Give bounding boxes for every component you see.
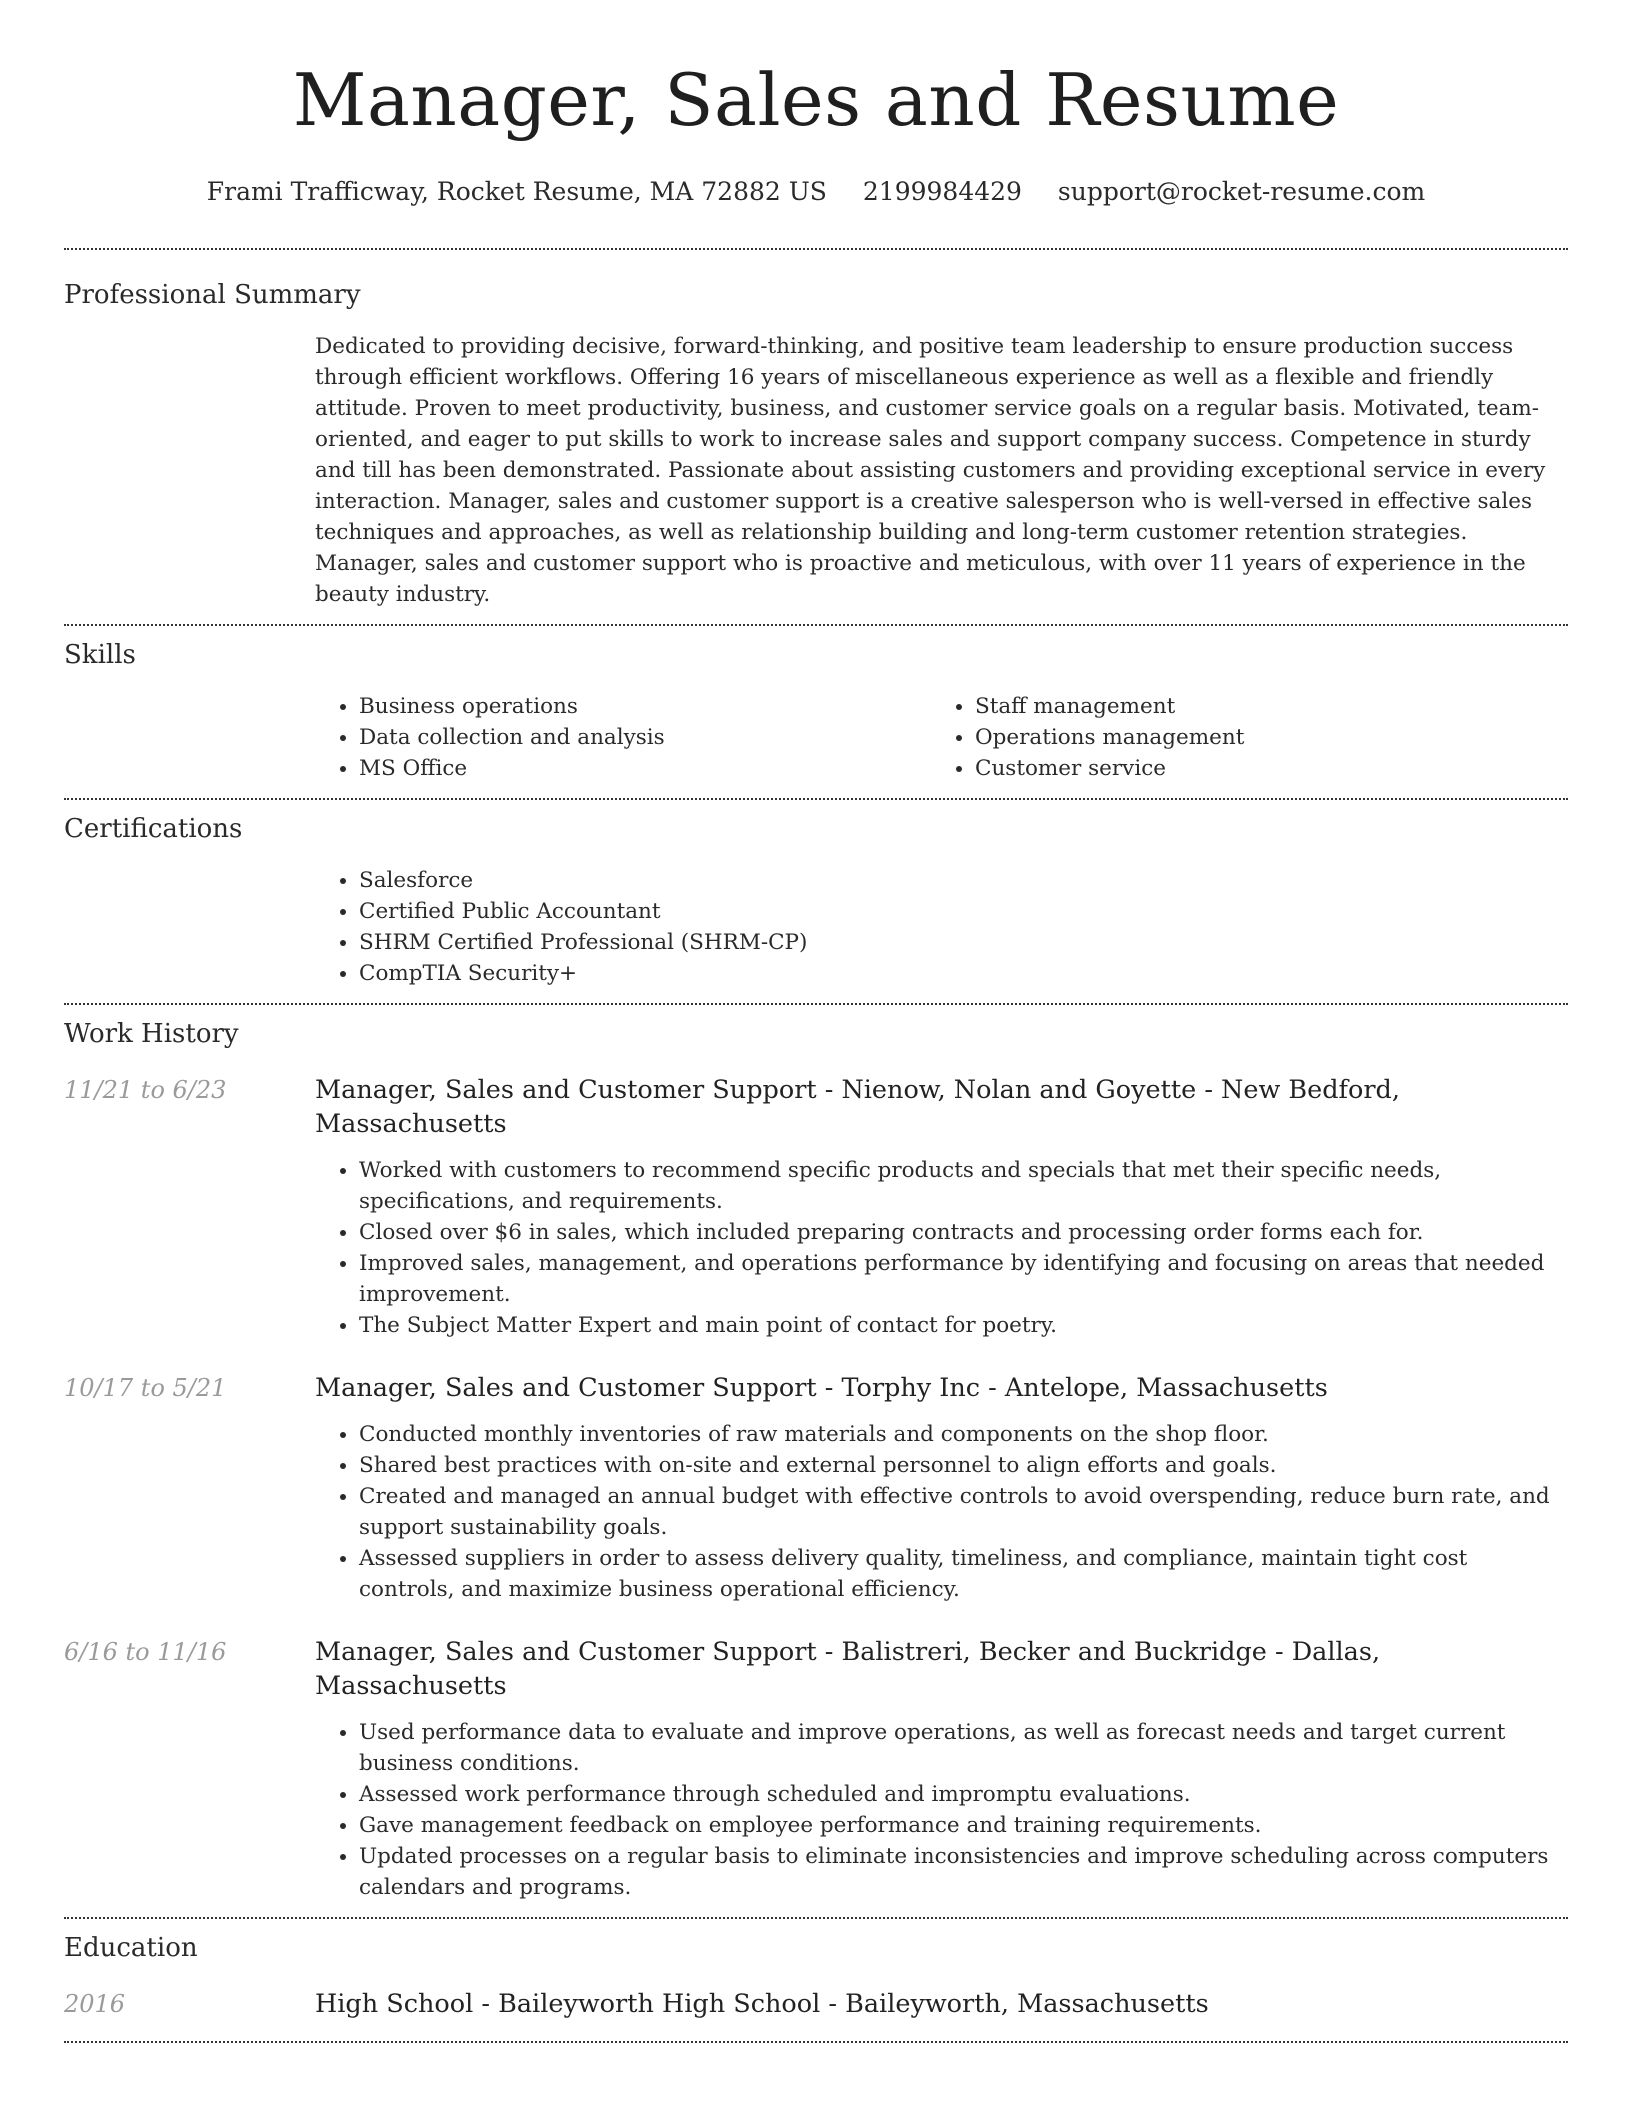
section-divider	[64, 2041, 1568, 2043]
contact-address: Frami Trafficway, Rocket Resume, MA 72882 US	[206, 177, 827, 206]
skills-list-right	[931, 691, 1547, 784]
job-bullet: • Conducted monthly inventories of raw materials and components on the shop floor.	[359, 1419, 1568, 1450]
certification-item: • CompTIA Security+	[359, 958, 1568, 989]
education-heading: Education	[64, 1933, 198, 1963]
certifications-list	[315, 865, 1568, 989]
certification-item: • Salesforce	[359, 865, 1568, 896]
education-dates: 2016	[64, 1990, 126, 2018]
job-bullet: • Improved sales, management, and operations performance by identifying and focusing on areas that needed improvement.	[359, 1248, 1568, 1310]
job-bullet: • Assessed suppliers in order to assess delivery quality, timeliness, and compliance, maintain tight cost controls, and maximize business operational efficiency.	[359, 1543, 1568, 1605]
job-bullet: • Shared best practices with on-site and external personnel to align efforts and goals.	[359, 1450, 1568, 1481]
contact-phone: 2199984429	[862, 177, 1022, 206]
job-entry	[64, 1073, 1568, 1341]
skill-item: • MS Office	[359, 753, 931, 784]
job-bullet: • Updated processes on a regular basis to eliminate inconsistencies and improve scheduling across computers calendars and programs.	[359, 1841, 1568, 1903]
job-title: Manager, Sales and Customer Support - Nienow, Nolan and Goyette - New Bedford, Massachusetts	[315, 1075, 1400, 1139]
job-dates: 11/21 to 6/23	[64, 1076, 227, 1104]
contact-line	[64, 176, 1568, 208]
job-bullet: • The Subject Matter Expert and main point of contact for poetry.	[359, 1310, 1568, 1341]
skills-heading: Skills	[64, 640, 136, 670]
education-section	[64, 1919, 1568, 2041]
job-dates: 6/16 to 11/16	[64, 1638, 227, 1666]
certification-item: • SHRM Certified Professional (SHRM-CP)	[359, 927, 1568, 958]
certifications-heading: Certifications	[64, 814, 243, 844]
skill-item: • Business operations	[359, 691, 931, 722]
job-dates: 10/17 to 5/21	[64, 1374, 227, 1402]
certifications-section	[64, 800, 1568, 1003]
job-bullet: • Gave management feedback on employee performance and training requirements.	[359, 1810, 1568, 1841]
job-entry	[64, 1635, 1568, 1903]
skills-list-left	[315, 691, 931, 784]
job-bullets	[315, 1155, 1568, 1341]
job-bullet: • Worked with customers to recommend specific products and specials that met their specific needs, specifications, and requirements.	[359, 1155, 1568, 1217]
job-bullets	[315, 1419, 1568, 1605]
contact-email: support@rocket-resume.com	[1057, 177, 1426, 206]
education-title: High School - Baileyworth High School - Baileyworth, Massachusetts	[315, 1989, 1209, 2019]
skill-item: • Customer service	[975, 753, 1547, 784]
job-bullet: • Assessed work performance through scheduled and impromptu evaluations.	[359, 1779, 1568, 1810]
work-history-section	[64, 1005, 1568, 1917]
job-title: Manager, Sales and Customer Support - Balistreri, Becker and Buckridge - Dallas, Massachusetts	[315, 1637, 1381, 1701]
summary-text: Dedicated to providing decisive, forward-thinking, and positive team leadership to ensure production success through efficient workflows. Offering 16 years of miscellaneous experience as well as a flexible and friendly attitude. Proven to meet productivity, business, and customer service goals on a regular basis. Motivated, team-oriented, and eager to put skills to work to increase sales and support company success. Competence in sturdy and till has been demonstrated. Passionate about assisting customers and providing exceptional service in every interaction. Manager, sales and customer support is a creative salesperson who is well-versed in effective sales techniques and approaches, as well as relationship building and long-term customer retention strategies. Manager, sales and customer support who is proactive and meticulous, with over 11 years of experience in the beauty industry.	[315, 334, 1546, 607]
job-title: Manager, Sales and Customer Support - Torphy Inc - Antelope, Massachusetts	[315, 1373, 1328, 1403]
work-history-heading: Work History	[64, 1019, 239, 1049]
job-bullet: • Used performance data to evaluate and improve operations, as well as forecast needs and target current business conditions.	[359, 1717, 1568, 1779]
summary-heading: Professional Summary	[64, 280, 361, 310]
summary-section	[64, 250, 1568, 624]
resume-header	[64, 50, 1568, 208]
skill-item: • Operations management	[975, 722, 1547, 753]
skill-item: • Staff management	[975, 691, 1547, 722]
job-bullet: • Closed over $6 in sales, which included preparing contracts and processing order forms each for.	[359, 1217, 1568, 1248]
job-bullet: • Created and managed an annual budget with effective controls to avoid overspending, reduce burn rate, and support sustainability goals.	[359, 1481, 1568, 1543]
education-entry	[64, 1987, 1568, 2021]
skill-item: • Data collection and analysis	[359, 722, 931, 753]
skills-section	[64, 626, 1568, 798]
job-entry	[64, 1371, 1568, 1605]
certification-item: • Certified Public Accountant	[359, 896, 1568, 927]
job-bullets	[315, 1717, 1568, 1903]
candidate-name: Manager, Sales and Resume	[292, 58, 1340, 142]
